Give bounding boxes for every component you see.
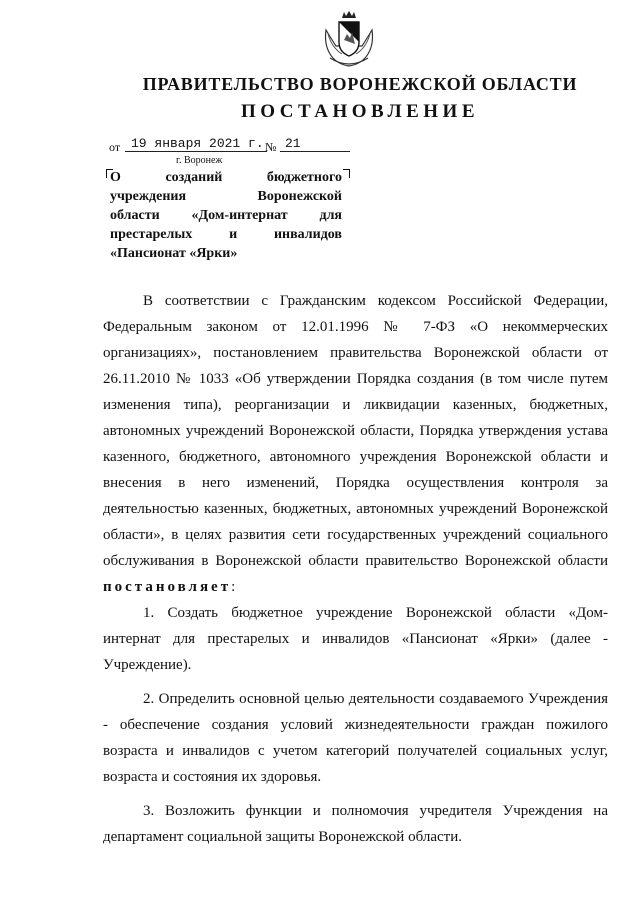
subject-line: О созданий бюджетного bbox=[110, 170, 342, 185]
date-underline bbox=[125, 151, 267, 152]
subject-line: области «Дом-интернат для bbox=[110, 208, 342, 223]
voronezh-coat-of-arms-icon bbox=[322, 10, 376, 68]
preamble-line: В соответствии с Гражданским кодексом Российской Федерации, bbox=[143, 293, 608, 309]
preamble-line: Федеральным законом от 12.01.1996 № 7-ФЗ «О некоммерческих bbox=[103, 319, 608, 335]
preamble-line: организациях», постановлением правительства Воронежской области от bbox=[103, 345, 608, 361]
decree-word-line bbox=[103, 574, 608, 600]
item2-line: возраста и состояния их здоровья. bbox=[103, 769, 322, 785]
subject-line: престарелых и инвалидов bbox=[110, 227, 342, 242]
date-number-line bbox=[109, 136, 369, 156]
decree-body bbox=[103, 288, 608, 850]
preamble-line: автономных учреждений Воронежской области, Порядка утверждения устава bbox=[103, 423, 608, 439]
item2-line: - обеспечение создания условий жизнедеятельности граждан пожилого bbox=[103, 717, 608, 733]
item2-line: 2. Определить основной целью деятельности создаваемого Учреждения bbox=[143, 691, 608, 707]
item1-line: интернат для престарелых и инвалидов «Пансионат «Ярки» (далее - bbox=[103, 631, 608, 647]
decree-subject bbox=[110, 168, 342, 263]
preamble-line: деятельностью казенных, бюджетных, автономных учреждений Воронежской bbox=[103, 501, 608, 517]
item3-line: департамент социальной защиты Воронежской области. bbox=[103, 829, 462, 845]
government-title: ПРАВИТЕЛЬСТВО ВОРОНЕЖСКОЙ ОБЛАСТИ bbox=[142, 74, 578, 94]
preamble-line: казенного, бюджетного, автономного учреждения Воронежской области и bbox=[103, 449, 608, 465]
item1-line: 1. Создать бюджетное учреждение Воронежской области «Дом- bbox=[143, 605, 608, 621]
subject-line: «Пансионат «Ярки» bbox=[110, 246, 238, 261]
item3-line: 3. Возложить функции и полномочия учредителя Учреждения на bbox=[143, 803, 608, 819]
item2-line: возраста и инвалидов с учетом категорий получателей социальных услуг, bbox=[103, 743, 608, 759]
number-underline bbox=[280, 151, 350, 152]
preamble-line: области», в целях развития сети государственных учреждений социального bbox=[103, 527, 608, 543]
preamble-line: 26.11.2010 № 1033 «Об утверждении Порядка создания (в том числе путем bbox=[103, 371, 608, 387]
item1-line: Учреждение). bbox=[103, 657, 192, 673]
subject-corner-right bbox=[343, 169, 350, 178]
document-type-title: ПОСТАНОВЛЕНИЕ bbox=[240, 101, 480, 122]
decree-number: 21 bbox=[285, 136, 301, 151]
preamble-line: внесения в него изменений, Порядка осуществления контроля за bbox=[103, 475, 608, 491]
subject-line: учреждения Воронежской bbox=[110, 189, 342, 204]
number-label: № bbox=[265, 140, 277, 154]
decree-colon: : bbox=[231, 579, 236, 595]
decree-word: постановляет bbox=[103, 579, 232, 595]
preamble-line: обслуживания в Воронежской области правительство Воронежской области bbox=[103, 553, 608, 569]
decree-date: 19 января 2021 г. bbox=[131, 136, 264, 151]
city-label: г. Воронеж bbox=[176, 155, 223, 166]
preamble-line: изменения типа), реорганизации и ликвидации казенных, бюджетных, bbox=[103, 397, 608, 413]
from-label: от bbox=[109, 140, 121, 154]
